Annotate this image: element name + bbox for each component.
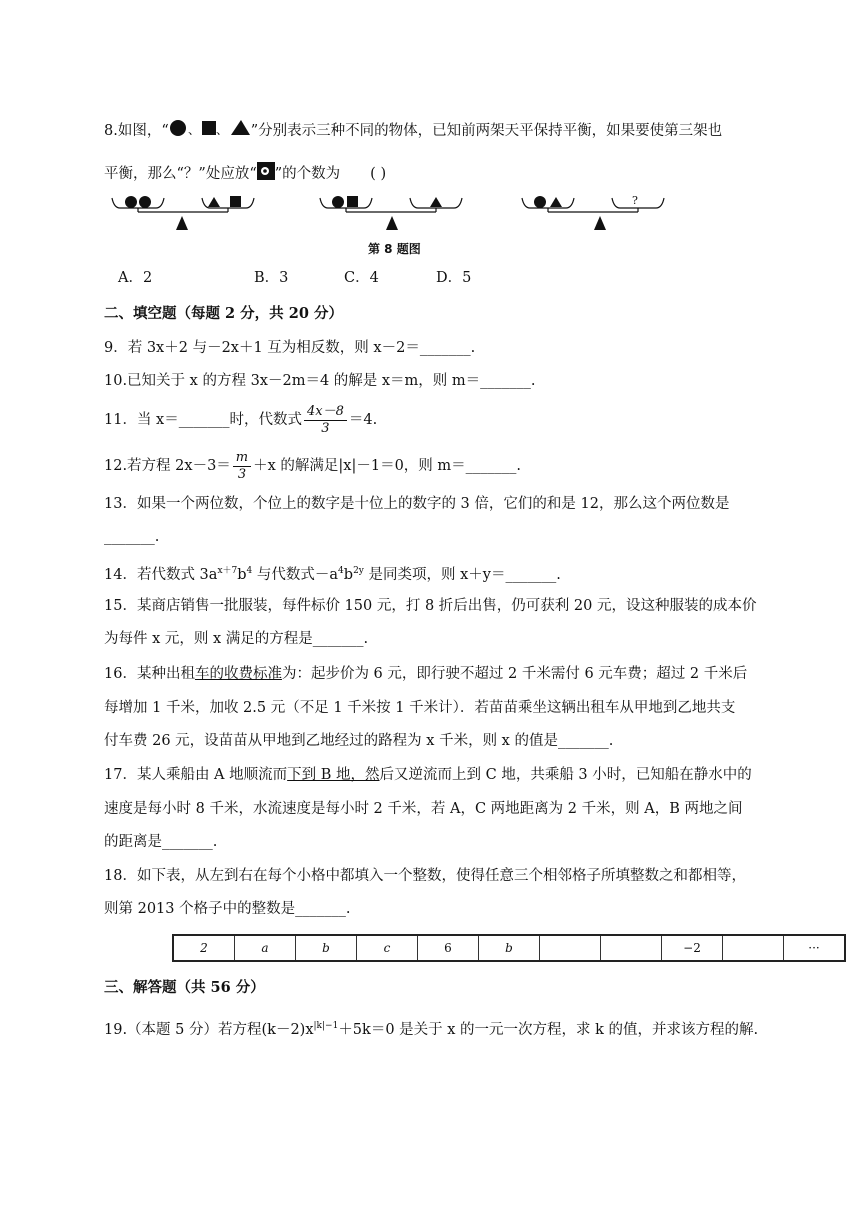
grid-cell: b [296, 935, 357, 961]
fraction: $\frac{m}{3}$ [233, 450, 251, 483]
question-17-line2: 速度是每小时 8 千米，水流速度是每小时 2 千米，若 A，C 两地距离为 2 千米，则 A，B 两地之间 [104, 801, 743, 817]
grid-cell: a [235, 935, 296, 961]
q8-options [118, 268, 718, 288]
question-11: 11．当 x＝_______时，代数式 $\frac{4x-8}{3}$ ＝4. [104, 403, 378, 436]
question-mark: ? [632, 194, 638, 207]
question-10: 10.已知关于 x 的方程 3x－2m＝4 的解是 x＝m，则 m＝_______. [104, 373, 536, 389]
question-19: 19.（本题 5 分）若方程$(k-2)x^{|k|-1}+5k=0$ 是关于 x 的一元一次方程，求 k 的值，并求该方程的解. [104, 1021, 759, 1038]
option-d: D．5 [436, 270, 472, 286]
grid-cell: 2 [173, 935, 235, 961]
option-b: B．3 [254, 270, 289, 286]
grid-cell [723, 935, 784, 961]
balance-scale-1 [112, 196, 254, 230]
question-13-line2: _______. [104, 529, 160, 545]
fraction: $\frac{4x-8}{3}$ [304, 404, 347, 437]
question-12: 12.若方程 2x－3＝ $\frac{m}{3}$ ＋x 的解满足|x|－1＝0，则 m＝_______. [104, 449, 522, 482]
grid-cell: −2 [662, 935, 723, 961]
q8-line1: 8.如图，“ 、 、 ”分别表示三种不同的物体，已知前两架天平保持平衡，如果要使第三架也 [104, 118, 722, 144]
question-17-line3: 的距离是_______. [104, 834, 218, 850]
question-16-line1: 16．某种出租车的收费标准为：起步价为 6 元，即行驶不超过 2 千米需付 6 元车费；超过 2 千米后 [104, 666, 748, 682]
balance-scale-2 [320, 196, 462, 230]
question-18-line2: 则第 2013 个格子中的整数是_______. [104, 901, 351, 917]
grid-cell: ··· [784, 935, 846, 961]
integer-grid-table [172, 934, 846, 962]
q8-line2: 平衡，那么“？”处应放“ ”的个数为 ( ) [104, 162, 386, 186]
target-shape-icon [257, 162, 275, 186]
option-a: A．2 [118, 270, 153, 286]
question-13-line1: 13．如果一个两位数，个位上的数字是十位上的数字的 3 倍，它们的和是 12，那么这个两位数是 [104, 496, 730, 512]
question-9: 9．若 3x＋2 与－2x＋1 互为相反数，则 x－2＝_______. [104, 340, 476, 356]
svg-text:、: 、 [215, 123, 228, 137]
option-c: C．4 [344, 270, 379, 286]
grid-cell [601, 935, 662, 961]
question-16-line3: 付车费 26 元，设苗苗从甲地到乙地经过的路程为 x 千米，则 x 的值是_______. [104, 733, 614, 749]
question-17-line1: 17．某人乘船由 A 地顺流而下到 B 地，然后又逆流而上到 C 地，共乘船 3 小时，已知船在静水中的 [104, 767, 752, 783]
grid-cell: b [479, 935, 540, 961]
figure-caption: 第 8 题图 [368, 242, 421, 256]
grid-cell: c [357, 935, 418, 961]
question-18-line1: 18．如下表，从左到右在每个小格中都填入一个整数，使得任意三个相邻格子所填整数之和都相等， [104, 868, 746, 884]
balance-scales-figure [110, 192, 670, 238]
grid-cell: 6 [418, 935, 479, 961]
grid-cell [540, 935, 601, 961]
section-3-heading: 三、解答题（共 56 分） [104, 979, 265, 996]
question-14: 14．若代数式 $3a^{x+7}b^4$ 与代数式$-a^4b^{2y}$ 是同类项，则 x＋y＝_______. [104, 566, 561, 583]
question-15-line2: 为每件 x 元，则 x 满足的方程是_______. [104, 631, 369, 647]
question-15-line1: 15．某商店销售一批服装，每件标价 150 元，打 8 折后出售，仍可获利 20 元，设这种服装的成本价 [104, 598, 757, 614]
circle-square-triangle-icons [169, 118, 251, 144]
question-16-line2: 每增加 1 千米，加收 2.5 元（不足 1 千米按 1 千米计）．若苗苗乘坐这辆出租车从甲地到乙地共支 [104, 700, 736, 716]
section-2-heading: 二、填空题（每题 2 分，共 20 分） [104, 305, 343, 322]
svg-text:、: 、 [187, 123, 200, 137]
balance-scale-3 [522, 194, 664, 230]
